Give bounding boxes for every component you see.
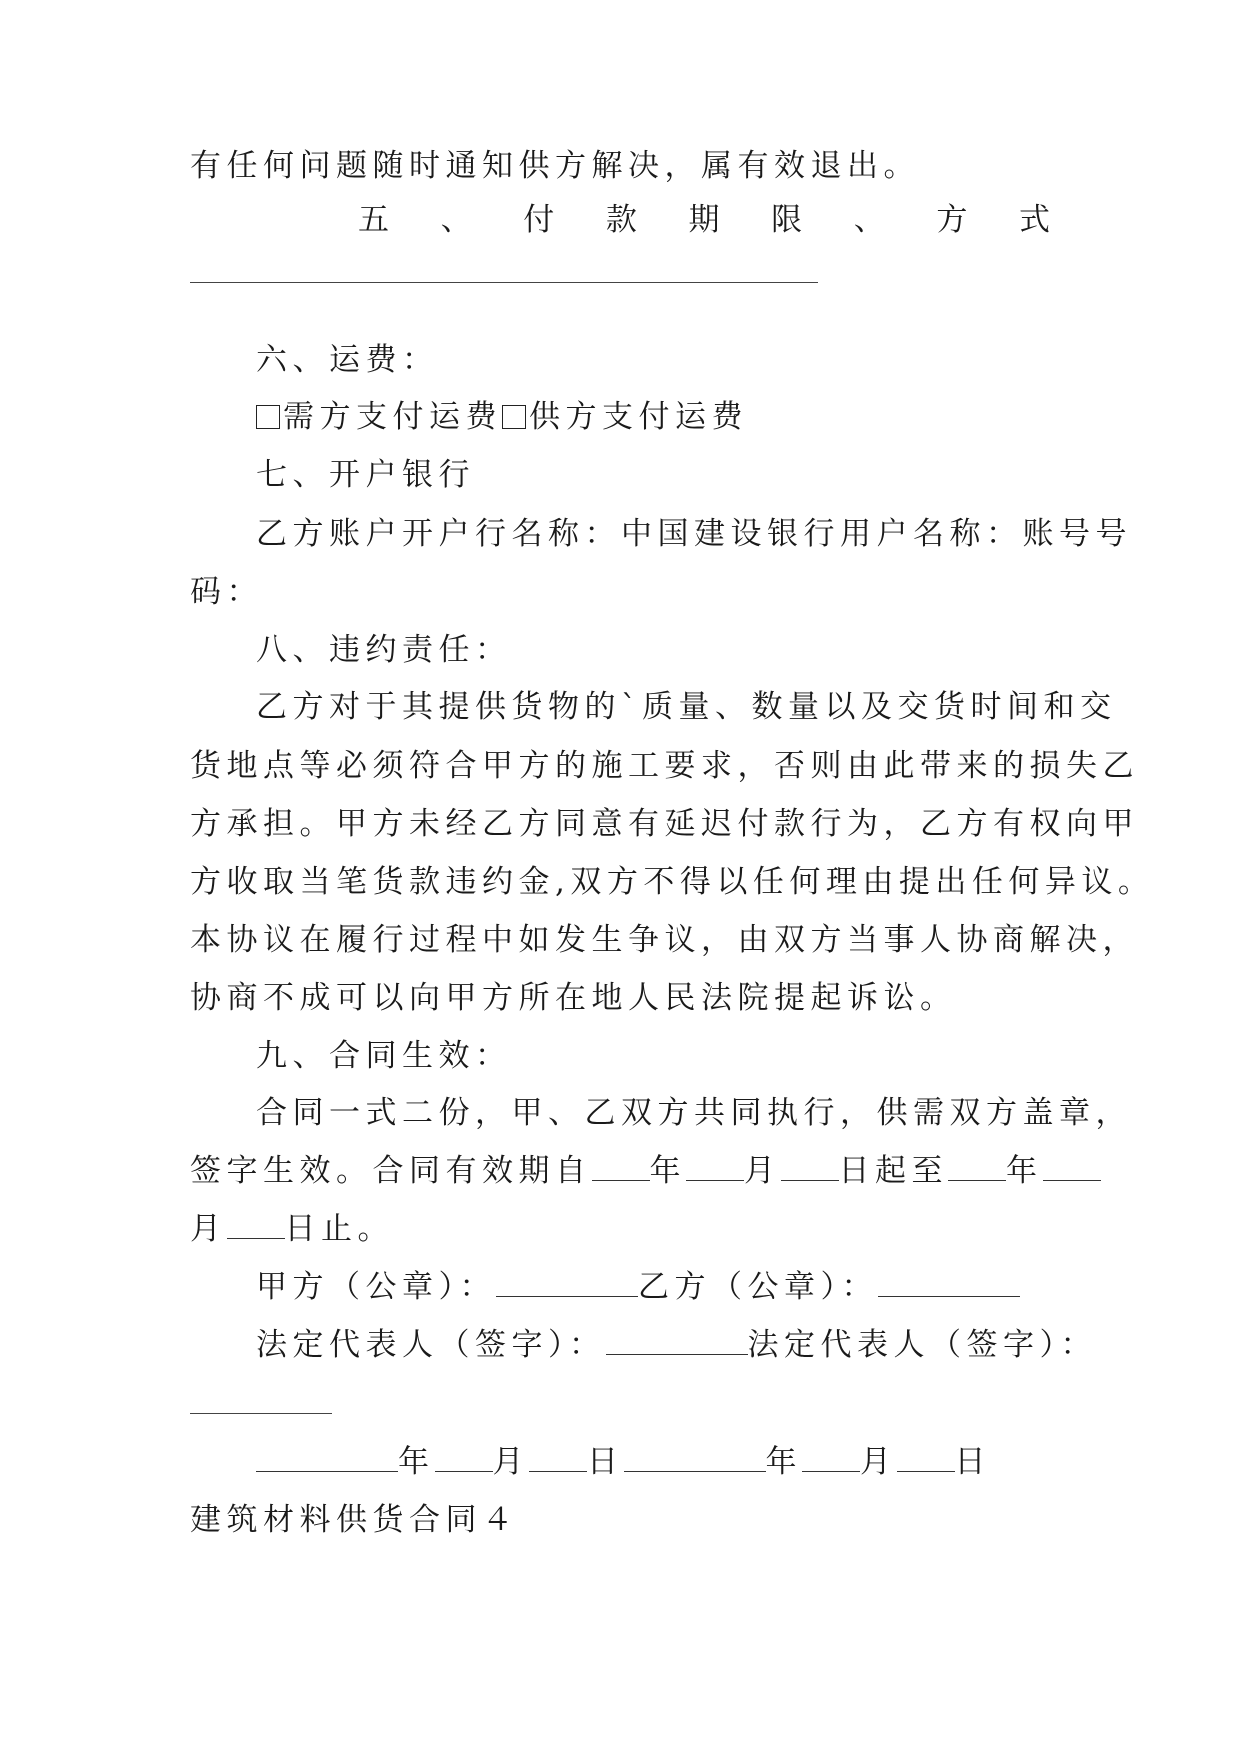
option-label: 供方支付运费	[529, 399, 748, 435]
text-line: 方收取当笔货款违约金,双方不得以任何理由提出任何异议。	[190, 864, 1155, 900]
heading-char: 期	[688, 202, 720, 238]
signature-line	[256, 1325, 1097, 1365]
section-heading-freight: 六、运费：	[256, 342, 439, 378]
blank-field[interactable]	[435, 1445, 493, 1472]
blank-field[interactable]	[256, 1445, 398, 1472]
heading-char: 方	[936, 202, 968, 238]
text-line: 协商不成可以向甲方所在地人民法院提起诉讼。	[190, 980, 957, 1016]
blank-field[interactable]	[592, 1154, 650, 1181]
blank-field[interactable]	[802, 1445, 860, 1472]
option-label: 需方支付运费	[283, 399, 502, 435]
text-line: 货地点等必须符合甲方的施工要求，否则由此带来的损失乙	[190, 748, 1139, 784]
blank-field[interactable]	[624, 1445, 766, 1472]
heading-char: 付	[523, 202, 555, 238]
label: 乙方（公章）：	[638, 1269, 878, 1305]
label: 甲方（公章）：	[256, 1269, 496, 1305]
text-line: 方承担。甲方未经乙方同意有延迟付款行为，乙方有权向甲	[190, 806, 1139, 842]
text-span: 日止。	[284, 1211, 394, 1247]
blank-field[interactable]	[1043, 1154, 1101, 1181]
blank-field[interactable]	[686, 1154, 744, 1181]
section-heading-payment	[190, 200, 1050, 240]
heading-char: 限	[771, 202, 803, 238]
text-span: 月	[860, 1444, 897, 1480]
text-span: 日	[587, 1444, 624, 1480]
section-heading-effect: 九、合同生效：	[256, 1038, 512, 1074]
blank-field[interactable]	[897, 1445, 955, 1472]
footer-title: 建筑材料供货合同４	[190, 1502, 519, 1538]
section-heading-bank: 七、开户银行	[256, 457, 475, 493]
label: 法定代表人（签字）：	[747, 1327, 1097, 1363]
validity-line	[190, 1151, 1101, 1191]
text-line: 码：	[190, 574, 263, 610]
text-span: 日	[954, 1444, 991, 1480]
blank-field[interactable]	[781, 1154, 839, 1181]
text-span: 日起至	[838, 1153, 948, 1189]
heading-char: 、	[440, 202, 472, 238]
text-line: 本协议在履行过程中如发生争议，由双方当事人协商解决，	[190, 922, 1139, 958]
text-span: 年	[765, 1444, 802, 1480]
fill-in-line	[190, 1413, 332, 1414]
text-span: 月	[744, 1153, 781, 1189]
blank-field[interactable]	[496, 1270, 638, 1297]
text-span: 签字生效。合同有效期自	[190, 1153, 592, 1189]
blank-field[interactable]	[606, 1328, 748, 1355]
text-span: 月	[492, 1444, 529, 1480]
checkbox-supplier-pays[interactable]	[502, 405, 526, 429]
blank-field[interactable]	[529, 1445, 587, 1472]
heading-char: 五	[358, 202, 389, 238]
heading-char: 款	[605, 202, 637, 238]
date-line	[256, 1442, 991, 1482]
text-span: 年	[1006, 1153, 1043, 1189]
heading-char: 、	[853, 202, 885, 238]
blank-field[interactable]	[948, 1154, 1006, 1181]
seal-line	[256, 1267, 1020, 1307]
text-line: 合同一式二份，甲、乙双方共同执行，供需双方盖章，	[256, 1095, 1132, 1131]
heading-char: 式	[1019, 202, 1050, 238]
text-span: 年	[398, 1444, 435, 1480]
text-line: 有任何问题随时通知供方解决，属有效退出。	[190, 148, 920, 184]
checkbox-buyer-pays[interactable]	[256, 405, 280, 429]
label: 法定代表人（签字）：	[256, 1327, 606, 1363]
freight-options	[256, 397, 748, 437]
blank-field[interactable]	[227, 1212, 285, 1239]
text-line: 乙方账户开户行名称：中国建设银行用户名称：账号号	[256, 516, 1132, 552]
validity-line	[190, 1209, 394, 1249]
section-heading-liability: 八、违约责任：	[256, 632, 512, 668]
text-line: 乙方对于其提供货物的`质量、数量以及交货时间和交	[256, 689, 1117, 725]
blank-field[interactable]	[878, 1270, 1020, 1297]
fill-in-line	[190, 282, 818, 283]
text-span: 月	[190, 1211, 227, 1247]
text-span: 年	[649, 1153, 686, 1189]
